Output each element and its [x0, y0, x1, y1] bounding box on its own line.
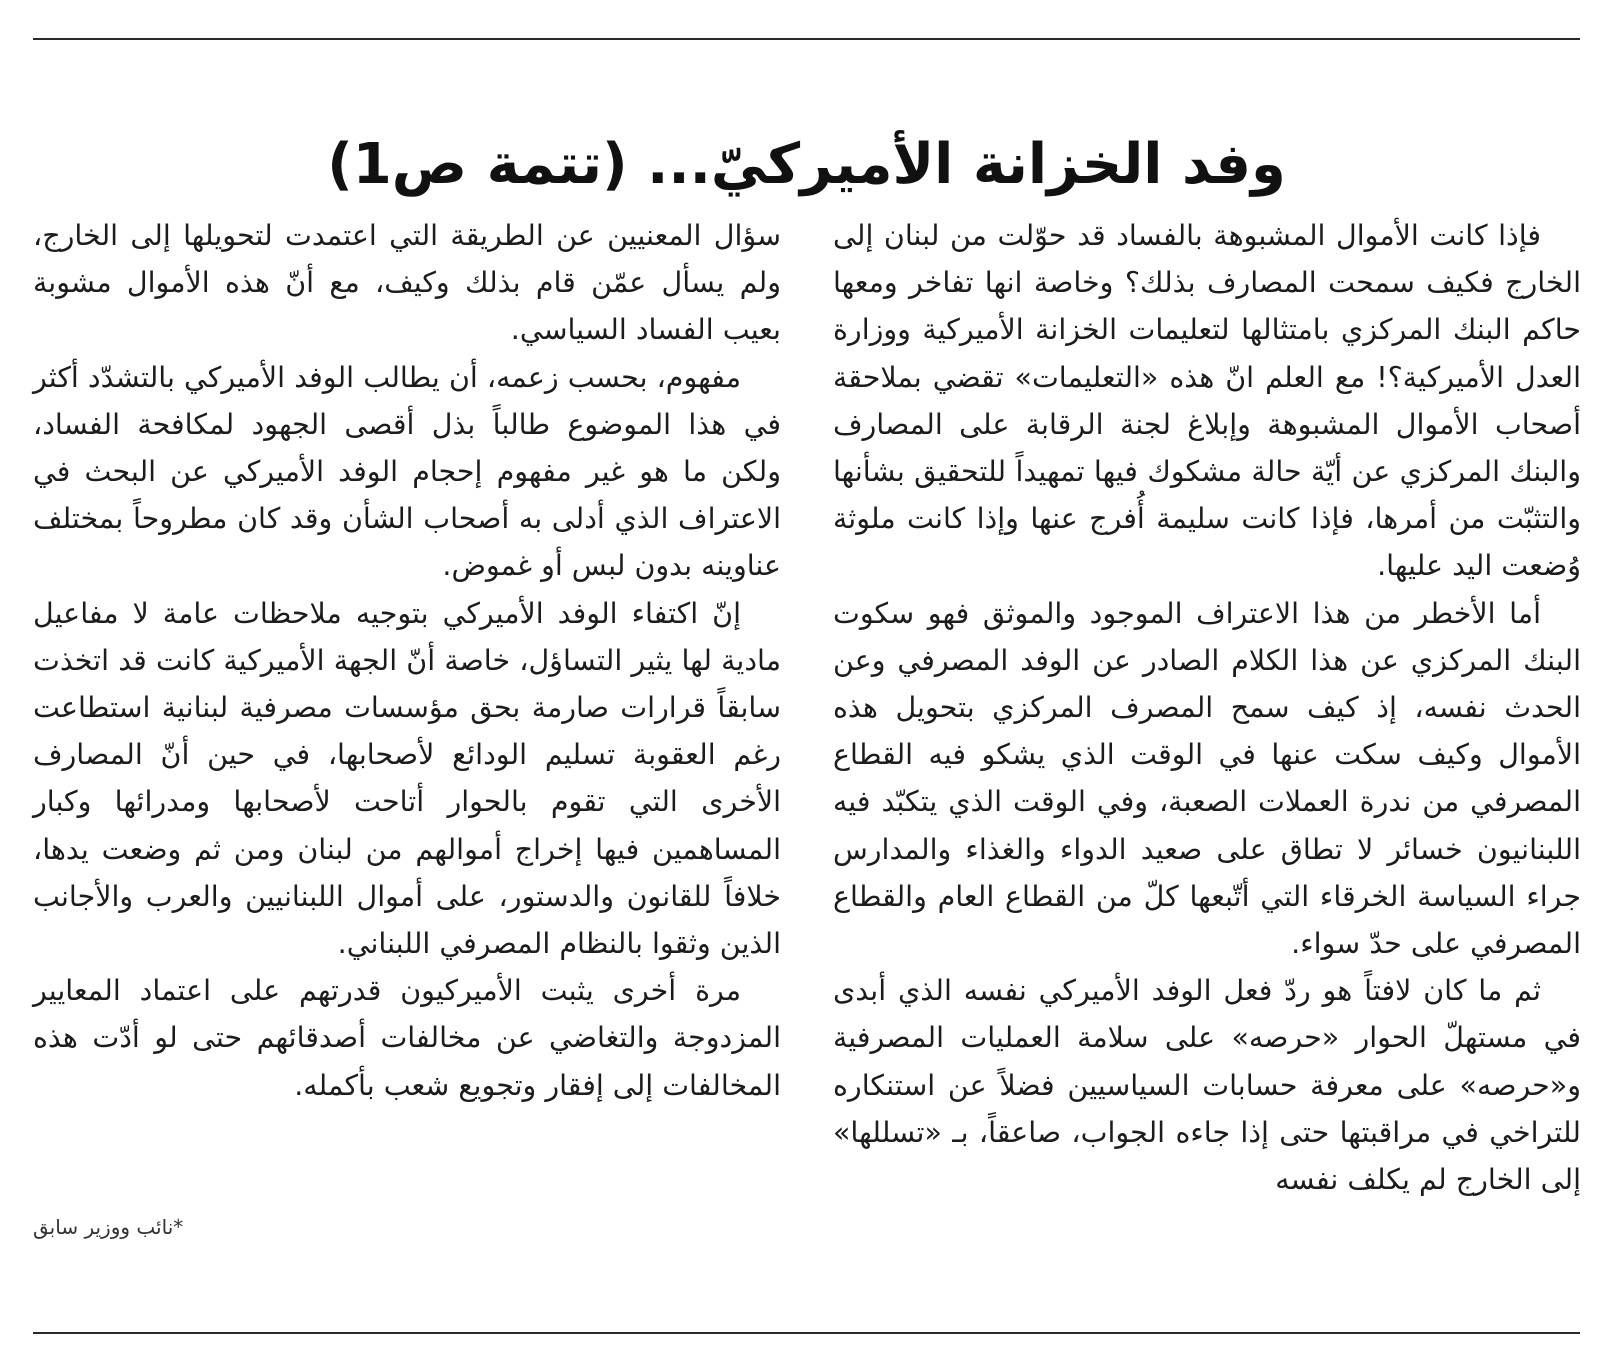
article-column-right [833, 212, 1581, 1203]
paragraph: سؤال المعنيين عن الطريقة التي اعتمدت لتحويلها إلى الخارج، ولم يسأل عمّن قام بذلك وكيف، مع أنّ هذه الأموال مشوبة بعيب الفساد السياسي. [33, 219, 781, 347]
paragraph: أما الأخطر من هذا الاعتراف الموجود والموثق فهو سكوت البنك المركزي عن هذا الكلام الصادر عن الوفد المصرفي وعن الحدث نفسه، إذ كيف سمح المصرف المركزي بتحويل هذه الأموال وكيف سكت عنها في الوقت الذي يشكو فيه القطاع المصرفي من ندرة العملات الصعبة، وفي الوقت الذي يتكبّد فيه اللبنانيون خسائر لا تطاق على صعيد الدواء والغذاء والمدارس جراء السياسة الخرقاء التي أتّبعها كلّ من القطاع العام والقطاع المصرفي على حدّ سواء. [833, 596, 1581, 961]
top-divider-rule [33, 38, 1580, 40]
paragraph: ثم ما كان لافتاً هو ردّ فعل الوفد الأميركي نفسه الذي أبدى في مستهلّ الحوار «حرصه» على سلامة العمليات المصرفية و«حرصه» على معرفة حسابات السياسيين فضلاً عن استنكاره للتراخي في مراقبتها حتى إذا جاءه الجواب، صاعقاً، بـ «تسللها» إلى الخارج لم يكلف نفسه [833, 974, 1581, 1197]
paragraph: إنّ اكتفاء الوفد الأميركي بتوجيه ملاحظات عامة لا مفاعيل مادية لها يثير التساؤل، خاصة أنّ الجهة الأميركية كانت قد اتخذت سابقاً قرارات صارمة بحق مؤسسات مصرفية لبنانية استطاعت رغم العقوبة تسليم الودائع لأصحابها، في حين أنّ المصارف الأخرى التي تقوم بالحوار أتاحت لأصحابها ومدرائها وكبار المساهمين فيها إخراج أموالهم من لبنان ومن ثم وضعت يدها، خلافاً للقانون والدستور، على أموال اللبنانيين والعرب والأجانب الذين وثقوا بالنظام المصرفي اللبناني. [33, 596, 781, 961]
paragraph: مرة أخرى يثبت الأميركيون قدرتهم على اعتماد المعايير المزدوجة والتغاضي عن مخالفات أصدقائهم حتى لو أدّت هذه المخالفات إلى إفقار وتجويع شعب بأكمله. [33, 974, 781, 1102]
paragraph: فإذا كانت الأموال المشبوهة بالفساد قد حوّلت من لبنان إلى الخارج فكيف سمحت المصارف بذلك؟ وخاصة انها تفاخر ومعها حاكم البنك المركزي بامتثالها لتعليمات الخزانة الأميركية ووزارة العدل الأميركية؟! مع العلم انّ هذه «التعليمات» تقضي بملاحقة أصحاب الأموال المشبوهة وإبلاغ لجنة الرقابة على المصارف والبنك المركزي عن أيّة حالة مشكوك فيها تمهيداً للتحقيق بشأنها والتثبّت من أمرها، فإذا كانت سليمة أُفرج عنها وإذا كانت ملوثة وُضعت اليد عليها. [833, 219, 1581, 583]
article-headline: وفد الخزانة الأميركيّ... (تتمة ص1) [327, 131, 1286, 197]
author-footnote: *نائب ووزير سابق [33, 1215, 184, 1239]
bottom-divider-rule [33, 1332, 1580, 1334]
article-column-left [33, 212, 781, 1109]
paragraph: مفهوم، بحسب زعمه، أن يطالب الوفد الأميركي بالتشدّد أكثر في هذا الموضوع طالباً بذل أقصى الجهود لمكافحة الفساد، ولكن ما هو غير مفهوم إحجام الوفد الأميركي عن البحث في الاعتراف الذي أدلى به أصحاب الشأن وقد كان مطروحاً بمختلف عناوينه بدون لبس أو غموض. [33, 360, 781, 583]
